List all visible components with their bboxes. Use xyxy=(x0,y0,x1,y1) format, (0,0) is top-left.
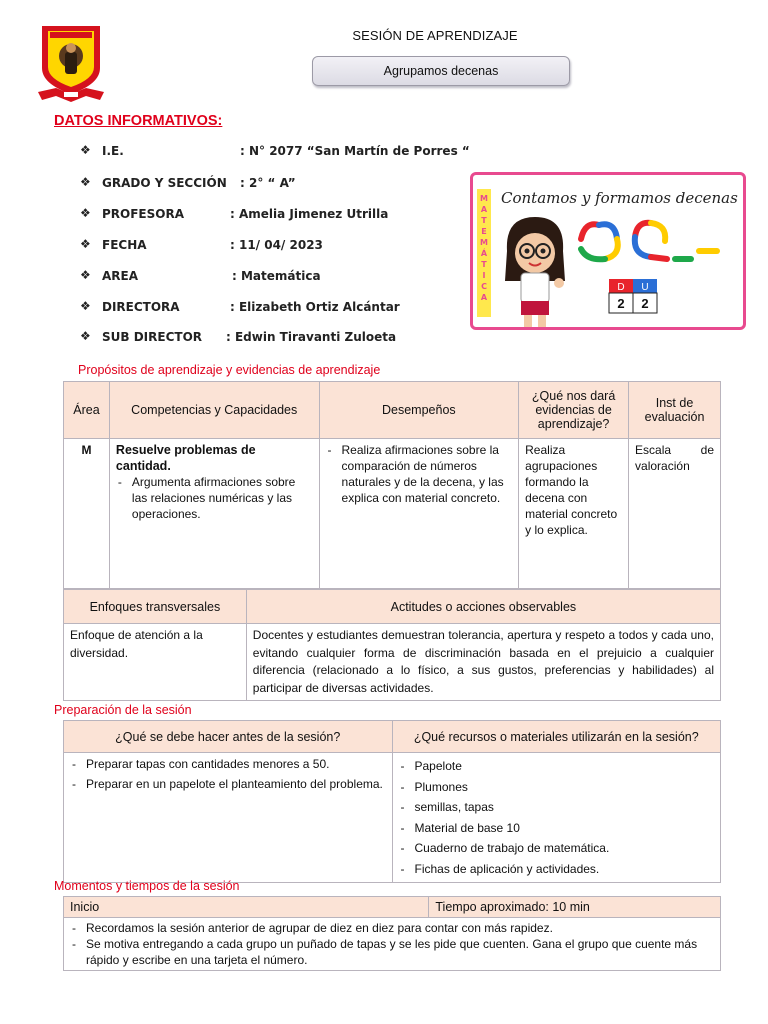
header-area: Área xyxy=(64,382,110,439)
tens-value-label: 2 xyxy=(617,296,625,311)
cell-antes xyxy=(64,753,393,883)
capacidad-item: - Argumenta afirmaciones sobre las relaciones numéricas y las operaciones. xyxy=(116,474,313,522)
diamond-bullet-icon: ❖ xyxy=(80,329,91,343)
info-label: GRADO Y SECCIÓN xyxy=(102,176,227,190)
list-item: - Se motiva entregando a cada grupo un puñado de tapas y se les pide que cuenten. Gana el grupo que cuente más rápido y escribe en una tarjeta el número. xyxy=(70,936,714,968)
list-item: - Material de base 10 xyxy=(399,818,715,839)
desempeno-item: - Realiza afirmaciones sobre la comparación de números naturales y de la decena, y las explica con material concreto. xyxy=(326,442,513,506)
girl-counting-illustration xyxy=(495,211,745,329)
list-item: - Fichas de aplicación y actividades. xyxy=(399,859,715,880)
cell-area: M xyxy=(64,439,110,589)
card-title: Contamos y formamos decenas xyxy=(501,189,738,207)
document-title: SESIÓN DE APRENDIZAJE xyxy=(352,28,518,43)
table-row xyxy=(64,918,721,971)
preparacion-table xyxy=(63,720,721,883)
list-item: - Preparar tapas con cantidades menores a 50. xyxy=(70,756,386,772)
cell-momentos xyxy=(64,918,721,971)
info-label: SUB DIRECTOR xyxy=(102,330,203,344)
list-item: - Recordamos la sesión anterior de agrupar de diez en diez para contar con más rapidez. xyxy=(70,920,714,936)
info-value: : 11/ 04/ 2023 xyxy=(230,238,323,252)
table-row xyxy=(64,439,721,589)
cell-actitud: Docentes y estudiantes demuestran tolerancia, apertura y respeto a todos y cada uno, evitando cualquier forma de discriminación basada en el prejuicio a cualquier diferencia (relacionado a lo físico, a sus gustos, preferencias y habilidades) al participar de diversas actividades. xyxy=(246,624,720,701)
momentos-heading: Momentos y tiempos de la sesión xyxy=(54,879,240,893)
header-recursos: ¿Qué recursos o materiales utilizarán en la sesión? xyxy=(392,721,721,753)
header-enfoques: Enfoques transversales xyxy=(64,590,247,624)
table-header-row xyxy=(64,382,721,439)
momentos-table xyxy=(63,896,721,971)
diamond-bullet-icon: ❖ xyxy=(80,299,91,313)
illustration-card xyxy=(470,172,746,330)
session-topic-box: Agrupamos decenas xyxy=(312,56,570,86)
list-item: - Cuaderno de trabajo de matemática. xyxy=(399,838,715,859)
cell-instrumento: Escala de valoración xyxy=(629,439,721,589)
table-header-row xyxy=(64,590,721,624)
diamond-bullet-icon: ❖ xyxy=(80,143,91,157)
competencia-text: Resuelve problemas de cantidad. xyxy=(115,443,256,473)
list-item: - Plumones xyxy=(399,777,715,798)
units-header-label: U xyxy=(641,282,649,293)
info-value: : N° 2077 “San Martín de Porres “ xyxy=(240,144,470,158)
header-evidencias: ¿Qué nos dará evidencias de aprendizaje? xyxy=(519,382,629,439)
diamond-bullet-icon: ❖ xyxy=(80,268,91,282)
diamond-bullet-icon: ❖ xyxy=(80,175,91,189)
inicio-label: Inicio xyxy=(64,897,429,918)
header-instrumento: Inst de evaluación xyxy=(629,382,721,439)
diamond-bullet-icon: ❖ xyxy=(80,206,91,220)
info-label: I.E. xyxy=(102,144,124,158)
header-desempenos: Desempeños xyxy=(319,382,519,439)
table-row xyxy=(64,753,721,883)
list-item: - Papelote xyxy=(399,756,715,777)
header-competencias: Competencias y Capacidades xyxy=(109,382,319,439)
info-value: : Amelia Jimenez Utrilla xyxy=(230,207,389,221)
list-item: - Preparar en un papelote el planteamiento del problema. xyxy=(70,776,386,792)
info-label: PROFESORA xyxy=(102,207,185,221)
info-value: : Edwin Tiravanti Zuloeta xyxy=(226,330,397,344)
propositos-table xyxy=(63,381,721,589)
card-strip-label: M A T E M Á T I C A xyxy=(480,194,488,302)
info-value: : Elizabeth Ortiz Alcántar xyxy=(230,300,400,314)
enfoques-table xyxy=(63,589,721,701)
cell-recursos xyxy=(392,753,721,883)
info-value: : Matemática xyxy=(232,269,321,283)
datos-informativos-heading: DATOS INFORMATIVOS: xyxy=(54,113,223,129)
table-header-row xyxy=(64,897,721,918)
table-row xyxy=(64,624,721,701)
info-label: FECHA xyxy=(102,238,147,252)
units-value-label: 2 xyxy=(641,296,649,311)
list-item: - semillas, tapas xyxy=(399,797,715,818)
info-label: AREA xyxy=(102,269,139,283)
cell-competencia xyxy=(109,439,319,589)
cell-desempeno xyxy=(319,439,519,589)
info-label: DIRECTORA xyxy=(102,300,180,314)
table-header-row xyxy=(64,721,721,753)
propositos-heading: Propósitos de aprendizaje y evidencias de aprendizaje xyxy=(78,363,381,377)
tens-header-label: D xyxy=(617,282,625,293)
header-antes: ¿Qué se debe hacer antes de la sesión? xyxy=(64,721,393,753)
cell-enfoque: Enfoque de atención a la diversidad. xyxy=(64,624,247,701)
diamond-bullet-icon: ❖ xyxy=(80,237,91,251)
info-value: : 2° “ A” xyxy=(240,176,296,190)
cell-evidencia: Realiza agrupaciones formando la decena con material concreto y lo explica. xyxy=(519,439,629,589)
header-actitudes: Actitudes o acciones observables xyxy=(246,590,720,624)
tiempo-label: Tiempo aproximado: 10 min xyxy=(429,897,721,918)
preparacion-heading: Preparación de la sesión xyxy=(54,703,192,717)
